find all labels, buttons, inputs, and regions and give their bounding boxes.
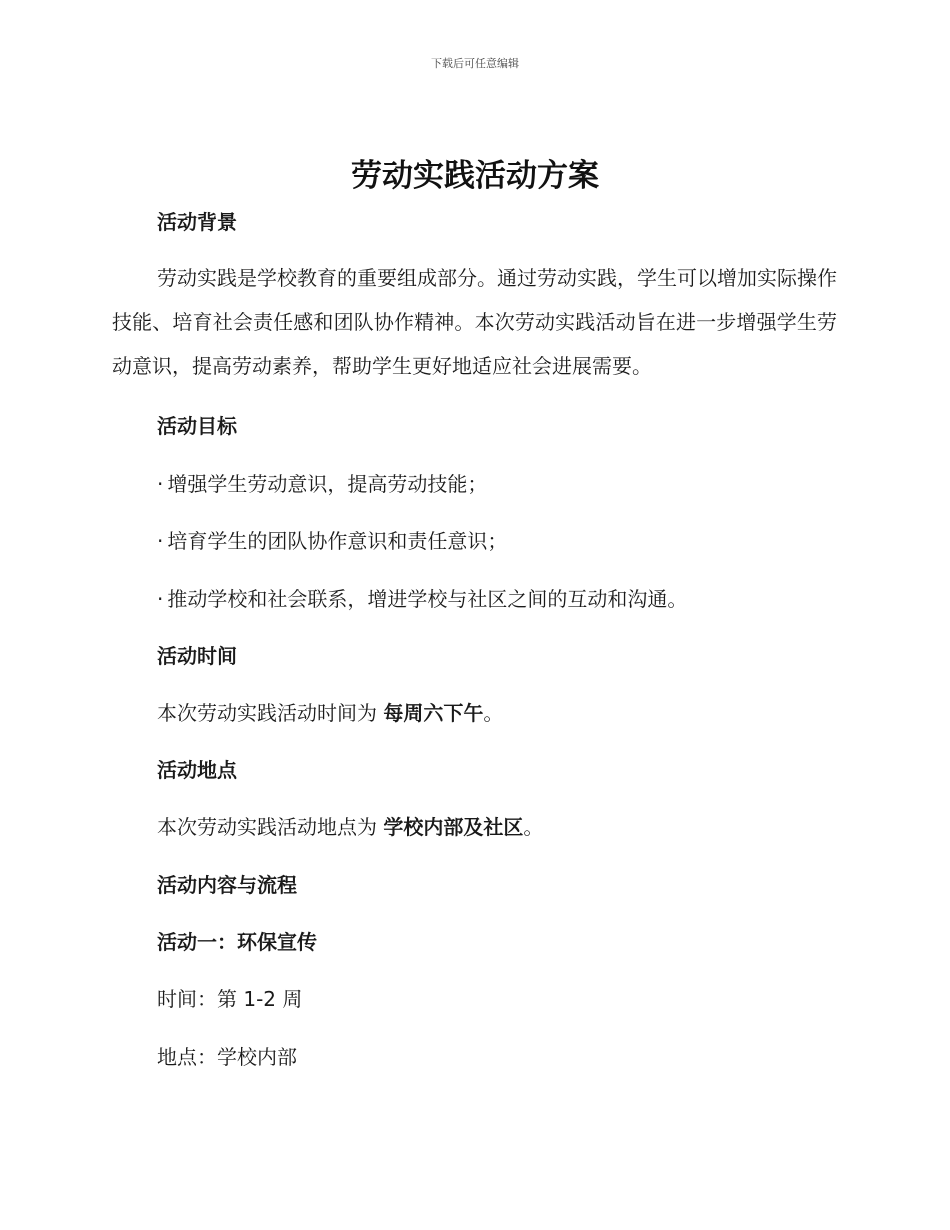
location-statement — [157, 813, 543, 841]
section-heading-location: 活动地点 — [157, 758, 237, 782]
location-emphasis: 学校内部及社区 — [383, 815, 524, 839]
section-heading-goals: 活动目标 — [157, 414, 237, 438]
bullet-icon: · — [157, 529, 164, 553]
location-prefix: 本次劳动实践活动地点为 — [157, 815, 384, 839]
activity-one-place: 地点：学校内部 — [157, 1045, 297, 1069]
time-emphasis: 每周六下午 — [383, 701, 484, 725]
header-note: 下载后可任意编辑 — [431, 57, 519, 70]
goal-list-item — [157, 470, 487, 498]
section-heading-time: 活动时间 — [157, 644, 237, 668]
time-suffix: 。 — [483, 701, 504, 725]
activity-one-time: 时间：第 1-2 周 — [157, 987, 303, 1011]
goal-item-text: 增强学生劳动意识，提高劳动技能； — [167, 472, 488, 496]
time-statement — [157, 699, 503, 727]
goal-list-item — [157, 585, 687, 613]
goal-list-item — [157, 527, 507, 555]
goal-item-text: 推动学校和社会联系，增进学校与社区之间的互动和沟通。 — [167, 587, 688, 611]
background-paragraph: 劳动实践是学校教育的重要组成部分。通过劳动实践，学生可以增加实际操作技能、培育社会责任感和团队协作精神。本次劳动实践活动旨在进一步增强学生劳动意识，提高劳动素养，帮助学生更好地适应社会进展需要。 — [112, 266, 837, 378]
bullet-icon: · — [157, 587, 164, 611]
location-suffix: 。 — [523, 815, 544, 839]
section-heading-content: 活动内容与流程 — [157, 873, 297, 897]
section-heading-background: 活动背景 — [157, 210, 237, 234]
bullet-icon: · — [157, 472, 164, 496]
time-prefix: 本次劳动实践活动时间为 — [157, 701, 384, 725]
document-title: 劳动实践活动方案 — [351, 158, 599, 194]
activity-one-heading: 活动一：环保宣传 — [157, 930, 317, 954]
goal-item-text: 培育学生的团队协作意识和责任意识； — [167, 529, 508, 553]
